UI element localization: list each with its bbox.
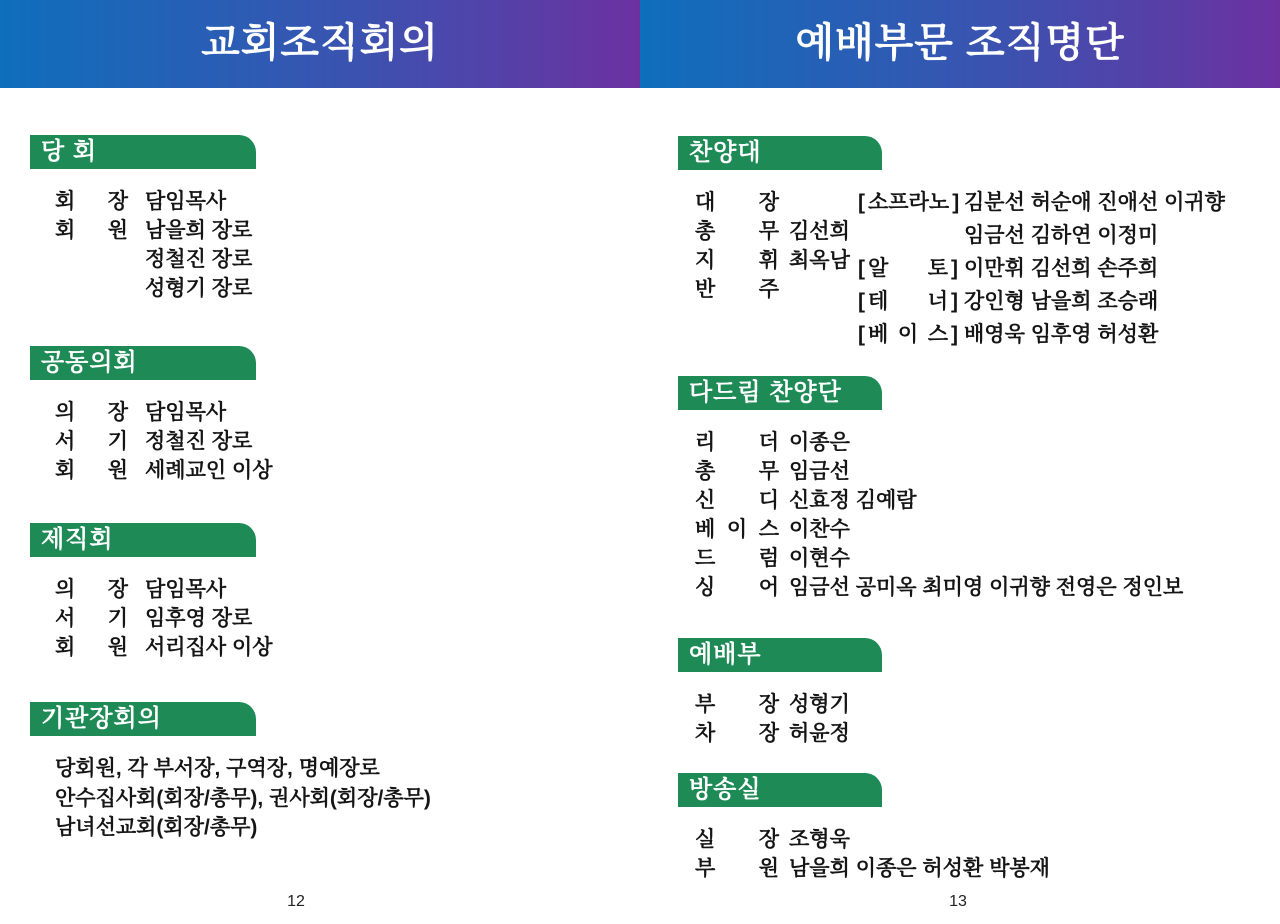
member-names: 신효정 김예람 <box>789 489 917 512</box>
member-names: 세례교인 이상 <box>145 459 273 482</box>
section-left-2 <box>30 523 615 662</box>
section-title-badge: 기관장회의 <box>30 702 256 736</box>
role-label-char: 회 <box>55 219 76 242</box>
member-names: 임금선 <box>789 460 850 483</box>
role-label-char: 휘 <box>758 249 779 272</box>
role-label <box>55 604 128 633</box>
member-row <box>678 719 1256 748</box>
member-row <box>678 690 1256 719</box>
role-label <box>55 427 128 456</box>
section-title-badge: 찬양대 <box>678 136 882 170</box>
voice-part-char: 노 <box>928 191 950 214</box>
role-label-char: 서 <box>55 430 76 453</box>
member-row <box>30 427 615 456</box>
section-left-1 <box>30 346 615 485</box>
voice-part-chars <box>865 285 951 318</box>
section-right-0 <box>678 136 1256 346</box>
role-label-char: 실 <box>695 828 716 851</box>
voice-part-label <box>858 219 958 252</box>
role-label <box>55 633 128 662</box>
role-label-char: 무 <box>758 460 779 483</box>
page-header-left: 교회조직회의 <box>0 0 640 88</box>
page-left <box>30 0 615 924</box>
role-label-char: 기 <box>107 430 128 453</box>
section-content <box>30 187 615 303</box>
member-names: 조형욱 <box>789 828 850 851</box>
open-bracket: [ <box>858 323 865 346</box>
voice-part-char: 소 <box>868 191 889 214</box>
member-names: 서리집사 이상 <box>145 636 273 659</box>
member-row <box>678 573 1256 602</box>
role-label-char: 디 <box>758 489 779 512</box>
role-label <box>55 575 128 604</box>
voice-part-row <box>858 318 1225 351</box>
voice-part-names: 김분선 허순애 진애선 이귀향 <box>964 191 1225 214</box>
paragraph-line: 당회원, 각 부서장, 구역장, 명예장로 <box>55 757 380 780</box>
role-label-char: 드 <box>695 547 716 570</box>
close-bracket: ] <box>951 323 958 346</box>
role-label-char: 장 <box>758 828 779 851</box>
role-label <box>695 217 779 246</box>
section-title-badge: 공동의회 <box>30 346 256 380</box>
role-label-char: 지 <box>695 249 716 272</box>
member-row <box>30 398 615 427</box>
section-content <box>678 188 1256 346</box>
member-names: 이종은 <box>789 431 850 454</box>
role-label-char: 신 <box>695 489 716 512</box>
role-label <box>695 825 779 854</box>
role-label-char: 어 <box>758 576 779 599</box>
role-label <box>55 456 128 485</box>
voice-part-label <box>858 186 958 219</box>
voice-part-names: 강인형 남을희 조승래 <box>964 290 1159 313</box>
section-right-1 <box>678 376 1256 602</box>
page-number-right: 13 <box>949 893 967 910</box>
voice-part-char: 이 <box>897 323 919 346</box>
member-row <box>30 187 615 216</box>
role-label <box>695 515 779 544</box>
role-label-char: 회 <box>55 190 76 213</box>
role-label-char: 싱 <box>695 576 716 599</box>
voice-part-chars <box>865 318 951 351</box>
voice-part-char: 라 <box>908 191 929 214</box>
open-bracket: [ <box>858 191 865 214</box>
section-content <box>30 575 615 662</box>
open-bracket: [ <box>858 290 865 313</box>
section-title-badge: 다드림 찬양단 <box>678 376 882 410</box>
voice-part-chars <box>865 252 951 285</box>
role-label-char: 원 <box>107 636 128 659</box>
section-content <box>678 690 1256 748</box>
role-label-char: 원 <box>107 459 128 482</box>
role-label-char: 서 <box>55 607 76 630</box>
member-names: 담임목사 <box>145 401 227 424</box>
role-label-char: 대 <box>695 191 716 214</box>
choir-parts-column <box>858 186 1225 351</box>
role-label-char: 원 <box>758 857 779 880</box>
role-label-char: 총 <box>695 460 716 483</box>
voice-part-char: 알 <box>868 257 889 280</box>
section-content <box>30 398 615 485</box>
role-label-char: 장 <box>758 693 779 716</box>
page-number-left: 12 <box>287 893 305 910</box>
role-label-char: 스 <box>758 518 779 541</box>
voice-part-char: 테 <box>868 290 889 313</box>
member-names: 정철진 장로 <box>145 430 253 453</box>
role-label-char: 베 <box>695 518 716 541</box>
voice-part-char: 베 <box>868 323 889 346</box>
role-label-char: 기 <box>107 607 128 630</box>
member-row <box>30 216 615 245</box>
member-names: 임후영 장로 <box>145 607 253 630</box>
member-row <box>678 486 1256 515</box>
member-names: 이찬수 <box>789 518 850 541</box>
role-label-char: 럼 <box>758 547 779 570</box>
role-label <box>55 398 128 427</box>
section-title-badge: 당 회 <box>30 135 256 169</box>
section-left-3 <box>30 702 615 843</box>
member-row <box>678 544 1256 573</box>
member-row <box>678 854 1256 883</box>
role-label <box>55 274 128 303</box>
close-bracket: ] <box>952 191 960 214</box>
paragraph-line: 안수집사회(회장/총무), 권사회(회장/총무) <box>55 786 431 810</box>
voice-part-char: 토 <box>927 257 948 280</box>
role-label-char: 무 <box>758 220 779 243</box>
section-right-3 <box>678 773 1256 883</box>
role-label-char: 원 <box>107 219 128 242</box>
close-bracket: ] <box>951 290 958 313</box>
member-row <box>678 428 1256 457</box>
role-label-char: 총 <box>695 220 716 243</box>
section-content <box>30 754 615 843</box>
member-names: 최옥남 <box>789 249 850 272</box>
role-label <box>695 544 779 573</box>
member-row <box>678 457 1256 486</box>
member-names: 남을희 장로 <box>145 219 253 242</box>
voice-part-row <box>858 285 1225 318</box>
voice-part-names: 임금선 김하연 이정미 <box>964 224 1159 247</box>
voice-part-names: 배영욱 임후영 허성환 <box>964 323 1159 346</box>
role-label-char: 장 <box>758 191 779 214</box>
role-label-char: 회 <box>55 459 76 482</box>
section-content <box>678 428 1256 602</box>
role-label-char: 의 <box>55 401 76 424</box>
role-label <box>695 690 779 719</box>
page-header-right: 예배부문 조직명단 <box>640 0 1280 88</box>
close-bracket: ] <box>951 257 958 280</box>
member-names: 이현수 <box>789 547 850 570</box>
section-left-0 <box>30 135 615 303</box>
role-label-char: 장 <box>107 190 128 213</box>
member-names: 김선희 <box>789 220 850 243</box>
role-label-char: 회 <box>55 636 76 659</box>
voice-part-char: 프 <box>888 191 909 214</box>
voice-part-row <box>858 252 1225 285</box>
section-right-2 <box>678 638 1256 748</box>
role-label <box>695 719 779 748</box>
paragraph-line: 남녀선교회(회장/총무) <box>55 816 258 839</box>
section-title-badge: 방송실 <box>678 773 882 807</box>
section-title-badge: 예배부 <box>678 638 882 672</box>
member-row <box>30 245 615 274</box>
role-label-char: 반 <box>695 278 716 301</box>
role-label <box>55 187 128 216</box>
page-right <box>678 0 1256 924</box>
role-label-char: 장 <box>107 401 128 424</box>
role-label-char: 더 <box>758 431 779 454</box>
role-label-char: 의 <box>55 578 76 601</box>
voice-part-chars <box>865 186 952 219</box>
section-title-badge: 제직회 <box>30 523 256 557</box>
voice-part-label <box>858 252 958 285</box>
member-row <box>30 456 615 485</box>
member-names: 담임목사 <box>145 190 227 213</box>
role-label <box>695 275 779 304</box>
member-row <box>30 633 615 662</box>
voice-part-names: 이만휘 김선희 손주희 <box>964 257 1159 280</box>
member-row <box>30 274 615 303</box>
member-names: 담임목사 <box>145 578 227 601</box>
role-label-char: 리 <box>695 431 716 454</box>
member-row <box>678 825 1256 854</box>
role-label <box>695 246 779 275</box>
role-label-char: 장 <box>758 722 779 745</box>
member-names: 성형기 장로 <box>145 277 253 300</box>
member-names: 남을희 이종은 허성환 박봉재 <box>789 857 1050 880</box>
voice-part-row <box>858 186 1225 219</box>
member-names: 임금선 공미옥 최미영 이귀향 전영은 정인보 <box>789 576 1184 599</box>
role-label <box>695 428 779 457</box>
member-row <box>30 575 615 604</box>
member-names: 정철진 장로 <box>145 248 253 271</box>
role-label <box>695 188 779 217</box>
member-names: 성형기 <box>789 693 850 716</box>
voice-part-row <box>858 219 1225 252</box>
role-label <box>55 216 128 245</box>
member-row <box>30 604 615 633</box>
role-label <box>695 573 779 602</box>
section-content <box>678 825 1256 883</box>
role-label-char: 이 <box>726 518 748 541</box>
voice-part-char: 너 <box>927 290 948 313</box>
role-label-char: 부 <box>695 693 716 716</box>
open-bracket: [ <box>858 257 865 280</box>
member-row <box>678 515 1256 544</box>
role-label-char: 부 <box>695 857 716 880</box>
role-label <box>695 486 779 515</box>
member-names: 허윤정 <box>789 722 850 745</box>
role-label-char: 차 <box>695 722 716 745</box>
role-label-char: 주 <box>758 278 779 301</box>
voice-part-char: 스 <box>927 323 948 346</box>
role-label-char: 장 <box>107 578 128 601</box>
voice-part-label <box>858 285 958 318</box>
role-label <box>55 245 128 274</box>
role-label <box>695 457 779 486</box>
role-label <box>695 854 779 883</box>
voice-part-label <box>858 318 958 351</box>
